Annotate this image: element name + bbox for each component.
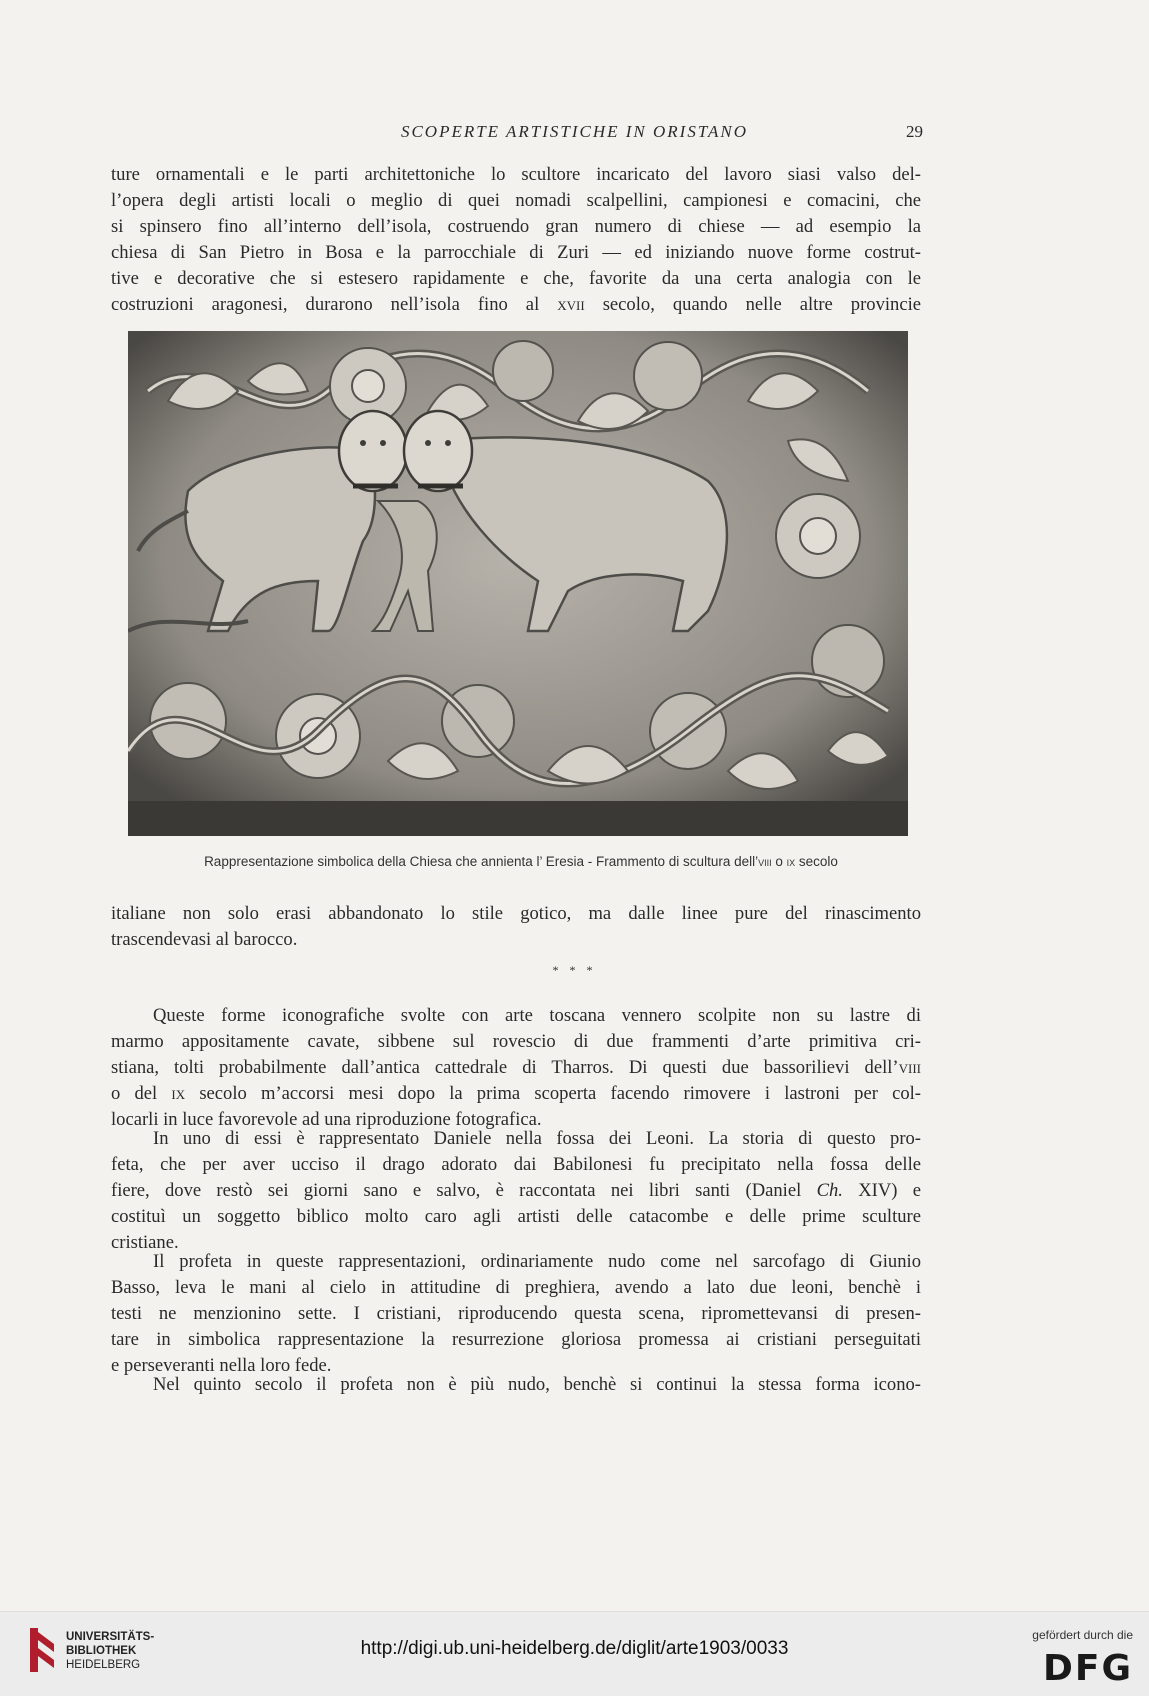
century-numeral: viii xyxy=(898,1057,921,1079)
page-number: 29 xyxy=(906,122,923,141)
text-line: testi ne menzionino sette. I cristiani, riproducendo questa scena, ripromettevansi di presen- xyxy=(111,1303,921,1325)
text-line: fiere, dove restò sei giorni sano e salvo, è raccontata nei libri santi (Daniel Ch. XIV) e xyxy=(111,1180,921,1202)
dfg-logo: DFG xyxy=(1042,1648,1133,1689)
text-line: tare in simbolica rappresentazione la resurrezione gloriosa promessa ai cristiani perseguitati xyxy=(111,1329,921,1351)
text-line: si spinsero fino all’interno dell’isola, costruendo gran numero di chiese — ad esempio la xyxy=(111,216,921,238)
text-line: Basso, leva le mani al cielo in attitudine di preghiera, avendo a lato due leoni, benchè i xyxy=(111,1277,921,1299)
century-numeral: ix xyxy=(171,1083,186,1105)
digitization-footer xyxy=(0,1611,1149,1696)
text-line: Il profeta in queste rappresentazioni, ordinariamente nudo come nel sarcofago di Giunio xyxy=(153,1251,921,1272)
text-line: l’opera degli artisti locali o meglio di quei nomadi scalpellini, campionesi e comacini, che xyxy=(111,190,921,212)
century-numeral: viii xyxy=(758,854,772,869)
text-line: italiane non solo erasi abbandonato lo stile gotico, ma dalle linee pure del rinascimento xyxy=(111,903,921,924)
text-line: stiana, tolti probabilmente dall’antica cattedrale di Tharros. Di questi due bassorilievi dell’viii xyxy=(111,1057,921,1079)
library-name: UNIVERSITÄTS- BIBLIOTHEK HEIDELBERG xyxy=(66,1631,155,1671)
funding-note: gefördert durch die xyxy=(1032,1628,1133,1642)
section-separator: * * * xyxy=(552,963,597,977)
text-line: Queste forme iconografiche svolte con arte toscana vennero scolpite non su lastre di xyxy=(153,1005,921,1026)
permalink-url[interactable]: http://digi.ub.uni-heidelberg.de/diglit/arte1903/0033 xyxy=(360,1638,789,1659)
paragraph-continuation xyxy=(111,162,921,319)
paragraph-after-figure xyxy=(111,901,921,953)
text-line: cristiane. xyxy=(111,1232,179,1254)
paragraph-forme xyxy=(111,1003,921,1133)
century-numeral: xvii xyxy=(557,294,585,316)
text-line: marmo appositamente cavate, sibbene sul rovescio di due frammenti d’arte primitiva cri- xyxy=(111,1031,921,1053)
text-line: e perseveranti nella loro fede. xyxy=(111,1355,332,1377)
paragraph-profeta xyxy=(111,1249,921,1379)
paragraph-quinto xyxy=(111,1372,921,1398)
relief-photograph xyxy=(128,331,908,836)
text-line: tive e decorative che si estesero rapidamente e che, favorite da una certa analogia con le xyxy=(111,268,921,290)
text-line: o del ix secolo m’accorsi mesi dopo la prima scoperta facendo rimovere i lastroni per col- xyxy=(111,1083,921,1105)
text-line: chiesa di San Pietro in Bosa e la parrocchiale di Zuri — ed iniziando nuove forme costrut- xyxy=(111,242,921,264)
text-line: Nel quinto secolo il profeta non è più nudo, benchè si continui la stessa forma icono- xyxy=(153,1374,921,1395)
century-numeral: ix xyxy=(786,854,796,869)
running-title: SCOPERTE ARTISTICHE IN ORISTANO xyxy=(400,122,749,141)
relief-sculpture-image xyxy=(128,331,908,836)
text-line: ture ornamentali e le parti architettoniche lo scultore incaricato del lavoro siasi valso del- xyxy=(111,164,921,185)
text-line: In uno di essi è rappresentato Daniele nella fossa dei Leoni. La storia di questo pro- xyxy=(153,1128,921,1149)
paragraph-daniele xyxy=(111,1126,921,1256)
text-line: trascendevasi al barocco. xyxy=(111,929,298,951)
figure-caption: Rappresentazione simbolica della Chiesa che annienta l’ Eresia - Frammento di scultura dell’viii o ix secolo xyxy=(204,854,838,869)
italic-abbreviation: Ch. xyxy=(816,1180,843,1202)
text-line: costruzioni aragonesi, durarono nell’isola fino al xvii secolo, quando nelle altre provincie xyxy=(111,294,921,316)
text-line: feta, che per aver ucciso il drago adorato dai Babilonesi fu precipitato nella fossa delle xyxy=(111,1154,921,1176)
text-line: locarli in luce favorevole ad una riproduzione fotografica. xyxy=(111,1109,542,1131)
text-line: costituì un soggetto biblico molto caro agli artisti delle catacombe e delle prime sculture xyxy=(111,1206,921,1228)
